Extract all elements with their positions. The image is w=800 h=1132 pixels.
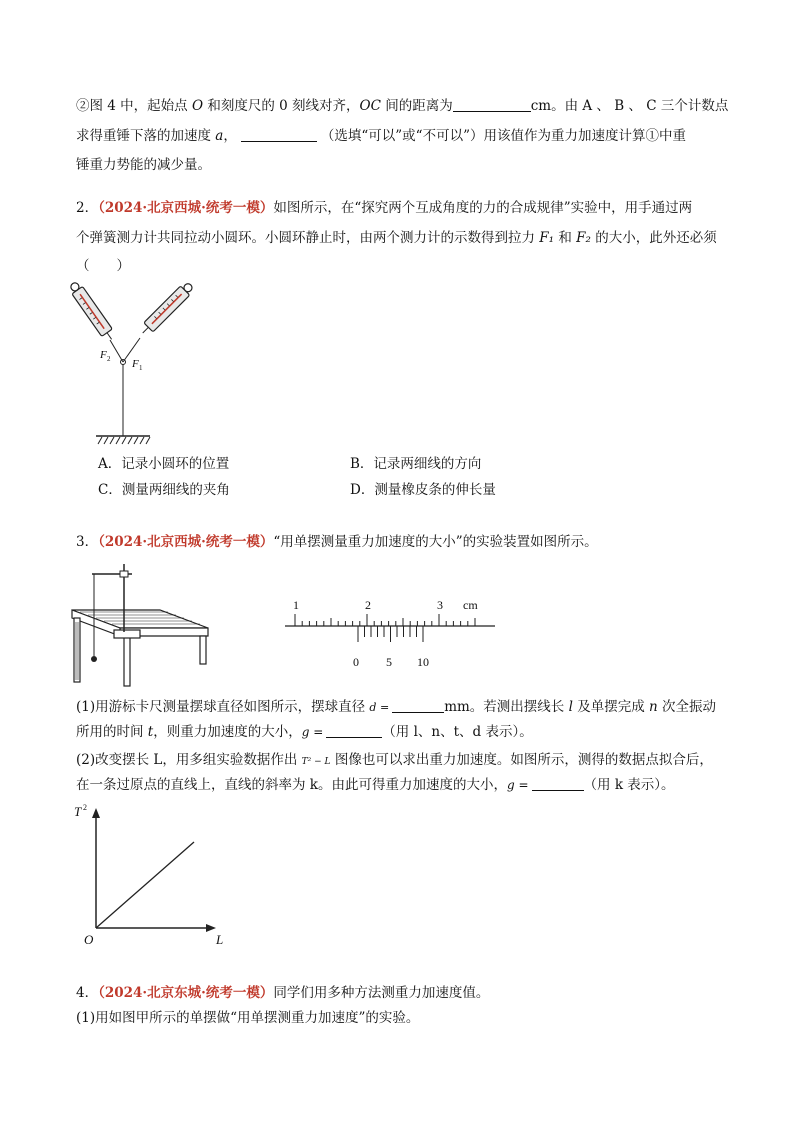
text: (1)用如图甲所示的单摆做“用单摆测重力加速度”的实验。 [76,1010,420,1026]
text: “用单摆测量重力加速度的大小”的实验装置如图所示。 [273,534,598,550]
label-F1: F [132,358,139,370]
main-label-2: 2 [365,598,371,612]
text: ， [223,128,237,144]
text: 。由 A 、 B 、 C 三个计数点 [551,98,729,114]
q2-line-2 [76,228,717,248]
text: ②图 4 中，起始点 [76,98,192,114]
question-number: 2． [76,200,99,216]
option-c[interactable]: C．测量两细线的夹角 [98,482,230,498]
question-source: （2024·北京东城·统考一模） [98,985,274,1001]
label-F2: F [100,349,107,361]
x-axis-label: L [216,932,224,947]
main-label-3: 3 [437,598,443,612]
option-d[interactable]: D．测量橡皮条的伸长量 [350,482,496,498]
vernier-caliper-figure [285,596,495,671]
text: 同学们用多种方法测重力加速度值。 [273,985,490,1001]
text: 的大小，此外还必须 [590,230,717,246]
var-OC: OC [359,98,381,114]
text: （选填“可以”或“不可以”）用该值作为重力加速度计算①中重 [320,128,686,144]
var-g: g = [301,725,324,739]
var-O: O [191,98,204,114]
question-number: 4． [76,985,99,1001]
var-t: t [147,724,154,740]
text: 个弹簧测力计共同拉动小圆环。小圆环静止时，由两个测力计的示数得到拉力 [76,230,540,246]
label-F1-sub: 1 [139,364,143,372]
text: 在一条过原点的直线上，直线的斜率为 k。由此可得重力加速度的大小， [76,777,507,793]
option-b[interactable]: B．记录两细线的方向 [350,456,482,472]
text: (2)改变摆长 L，用多组实验数据作出 [76,752,302,768]
y-axis-label-sup: 2 [83,803,87,812]
var-l: l [568,699,573,715]
q3-p1-line-1 [76,697,716,718]
answer-blank-oc[interactable] [453,97,531,112]
var-F1: F₁ [539,230,555,246]
unit-cm: cm [463,598,478,612]
left-spring-scale [67,280,117,343]
text: 和刻度尺的 0 刻线对齐， [203,98,360,114]
text: 及单摆完成 [572,699,650,715]
text: (1)用游标卡尺测量摆球直径如图所示，摆球直径 [76,699,370,715]
q3-p2-line-1 [76,750,713,772]
q1-line-2 [76,126,686,146]
text: （用 l、n、t、d 表示）。 [382,724,533,740]
text: 求得重锤下落的加速度 [76,128,216,144]
vernier-label-0: 0 [353,655,359,669]
origin-label: O [84,932,94,947]
text: 次全振动 [657,699,717,715]
var-T2L: T² − L [301,757,331,767]
text: mm。若测出摆线长 [444,699,569,715]
text: 如图所示，在“探究两个互成角度的力的合成规律”实验中，用手通过两 [273,200,693,216]
q1-line-1 [76,96,728,116]
label-F2-sub: 2 [107,355,111,363]
text: ，则重力加速度的大小， [153,724,302,740]
fit-line [96,842,194,928]
q1-line-3 [76,155,211,175]
var-n: n [649,699,658,715]
q2-paren [76,256,130,276]
var-g: g = [506,778,529,792]
text: （用 k 表示）。 [583,777,675,793]
text: 间的距离为 [380,98,453,114]
q2-line-1 [76,198,692,218]
answer-blank-g2[interactable] [532,776,584,791]
main-label-1: 1 [293,598,299,612]
pendulum-apparatus-figure [72,562,212,687]
vernier-label-10: 10 [417,655,429,669]
answer-blank-g1[interactable] [326,723,382,738]
spring-scale-figure [70,280,200,450]
text: 所用的时间 [76,724,148,740]
t2-l-graph [74,802,234,950]
y-axis-label: T [74,804,82,819]
option-a[interactable]: A．记录小圆环的位置 [98,456,230,472]
answer-blank-choice[interactable] [241,127,317,142]
var-F2: F₂ [576,230,591,246]
q3-line-1 [76,532,598,552]
text: 锤重力势能的减少量。 [76,157,211,173]
q3-p1-line-2 [76,722,533,742]
text: 图像也可以求出重力加速度。如图所示，测得的数据点拟合后， [330,752,713,768]
question-source: （2024·北京西城·统考一模） [98,534,274,550]
q3-p2-line-2 [76,775,675,795]
unit: cm [530,98,552,114]
var-d: d = [369,701,390,714]
answer-paren[interactable]: （ ） [76,258,130,274]
vernier-label-5: 5 [386,655,392,669]
question-source: （2024·北京西城·统考一模） [98,200,274,216]
q4-line-2 [76,1008,419,1028]
right-spring-scale [138,280,195,337]
q4-line-1 [76,983,489,1003]
text: 和 [554,230,577,246]
question-number: 3． [76,534,99,550]
answer-blank-d[interactable] [392,698,444,713]
var-a: a [215,128,224,144]
